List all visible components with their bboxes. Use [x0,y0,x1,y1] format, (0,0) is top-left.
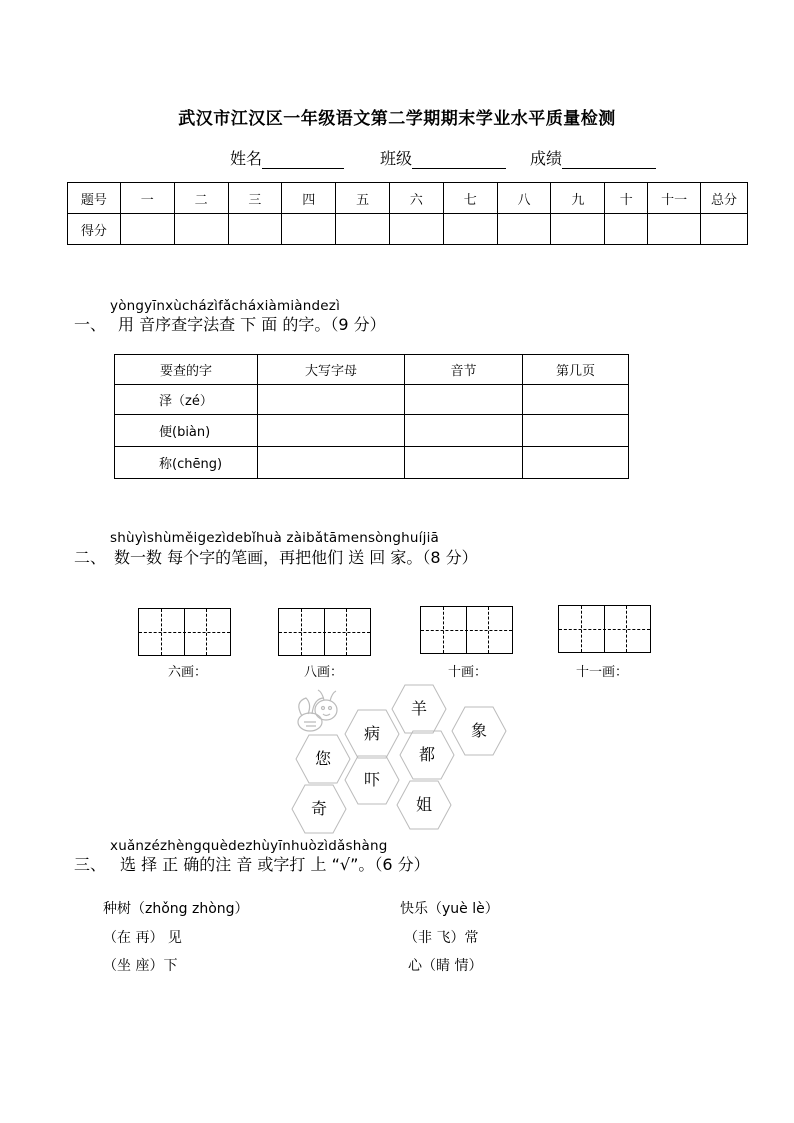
lookup-header: 音节 [405,355,523,385]
lookup-cell[interactable] [405,415,523,447]
score-col: 二 [174,183,228,214]
score-cell[interactable] [174,214,228,245]
lookup-cell[interactable] [523,447,629,479]
hex-cell[interactable] [451,706,507,756]
name-blank[interactable] [262,150,344,169]
box-guide [559,629,650,630]
score-cell[interactable] [120,214,174,245]
q3-number: 三、 [74,855,107,874]
score-col: 十一 [648,183,701,214]
box-label: 十一画： [576,665,629,680]
grade-blank[interactable] [562,150,656,169]
lookup-header: 要查的字 [115,355,258,385]
lookup-cell[interactable] [405,447,523,479]
name-field[interactable] [230,146,344,169]
q3-item[interactable]: 种树（zhǒng zhòng） [103,901,249,917]
lookup-cell[interactable] [523,385,629,415]
q3-item[interactable]: （在 再） 见 [103,930,182,946]
score-cell[interactable] [336,214,390,245]
score-col: 十 [605,183,648,214]
score-col: 九 [551,183,605,214]
class-blank[interactable] [412,150,506,169]
grade-field[interactable] [530,146,656,169]
hex-char: 病 [363,724,380,743]
score-col: 七 [443,183,497,214]
q2-number: 二、 [74,548,107,567]
box-label: 八画： [304,665,344,680]
hex-cell[interactable] [344,755,400,805]
box-label: 六画： [168,665,208,680]
lookup-header: 第几页 [523,355,629,385]
score-cell[interactable] [443,214,497,245]
q3-item[interactable]: （非 飞）常 [404,930,479,946]
box-guide [279,632,370,633]
score-col: 四 [282,183,336,214]
q3-item[interactable]: （坐 座）下 [103,958,178,974]
hex-char: 羊 [410,699,427,718]
hex-char: 姐 [415,795,432,814]
score-cell[interactable] [605,214,648,245]
score-table-score-row [68,214,748,245]
name-label: 姓名 [230,149,263,168]
box-guide [421,630,512,631]
score-cell[interactable] [389,214,443,245]
score-table [67,182,748,245]
q3-text: 选 择 正 确的注 音 或字打 上 “√”。（6 分） [120,855,430,874]
score-col: 五 [336,183,390,214]
lookup-cell[interactable] [405,385,523,415]
score-row-header: 题号 [68,183,121,214]
page-title: 武汉市江汉区一年级语文第二学期期末学业水平质量检测 [178,109,616,129]
lookup-char: 称(chēng) [115,447,258,479]
stroke-box-6[interactable] [138,608,231,656]
lookup-row [115,415,629,447]
score-cell[interactable] [282,214,336,245]
q3-item[interactable]: 快乐（yuè lè） [400,901,499,917]
score-col: 六 [389,183,443,214]
lookup-cell[interactable] [258,447,405,479]
grade-label: 成绩 [530,149,563,168]
box-label: 十画： [448,665,488,680]
box-guide [139,632,230,633]
class-field[interactable] [380,146,506,169]
stroke-box-8[interactable] [278,608,371,656]
lookup-header-row [115,355,629,385]
q2-pinyin: shùyìshùměigezìdebǐhuà zàibǎtāmensònghuíjiā [110,530,440,546]
hex-cell[interactable] [344,709,400,759]
hex-cell[interactable] [291,784,347,834]
stroke-box-11[interactable] [558,605,651,653]
score-cell[interactable] [497,214,551,245]
hex-char: 奇 [310,799,327,818]
lookup-char: 泽（zé） [115,385,258,415]
score-col: 三 [228,183,282,214]
hex-char: 吓 [363,770,380,789]
score-cell[interactable] [228,214,282,245]
q1-pinyin: yòngyīnxùcházìfǎcháxiàmiàndezì [110,298,341,314]
lookup-cell[interactable] [523,415,629,447]
score-col: 一 [120,183,174,214]
lookup-cell[interactable] [258,385,405,415]
stroke-box-10[interactable] [420,606,513,654]
lookup-char: 便(biàn) [115,415,258,447]
hex-cell[interactable] [396,780,452,830]
hex-char: 象 [470,721,487,740]
hex-cell[interactable] [295,734,351,784]
q3-pinyin: xuǎnzézhèngquèdezhùyīnhuòzìdǎshàng [110,838,388,854]
lookup-row [115,385,629,415]
hex-char: 都 [418,745,435,764]
q3-item[interactable]: 心（睛 情） [408,958,483,974]
q1-text: 用 音序查字法查 下 面 的字。（9 分） [118,315,386,334]
hex-char: 您 [314,749,331,768]
score-col: 总分 [701,183,748,214]
lookup-cell[interactable] [258,415,405,447]
score-cell[interactable] [701,214,748,245]
score-cell[interactable] [551,214,605,245]
score-table-header-row [68,183,748,214]
q2-text: 数一数 每个字的笔画，再把他们 送 回 家。（8 分） [114,548,478,567]
score-row-label: 得分 [68,214,121,245]
lookup-table [114,354,629,479]
lookup-row [115,447,629,479]
q1-number: 一、 [74,315,107,334]
score-col: 八 [497,183,551,214]
hex-cell[interactable] [399,730,455,780]
score-cell[interactable] [648,214,701,245]
class-label: 班级 [380,149,413,168]
lookup-header: 大写字母 [258,355,405,385]
